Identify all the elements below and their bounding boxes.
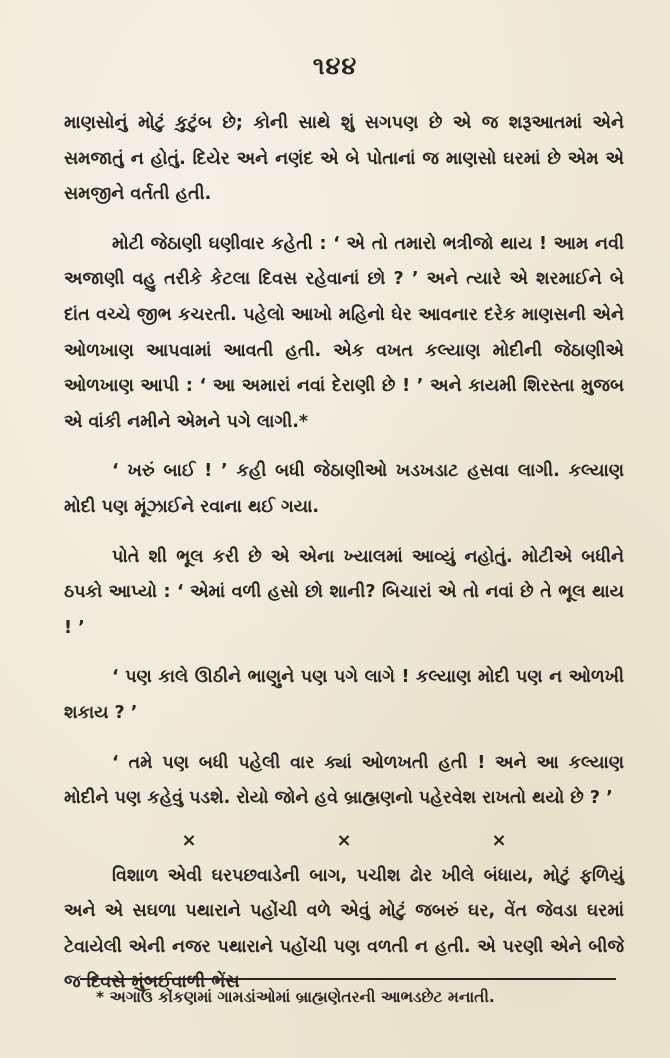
paragraph-7: વિશાળ એવી ઘરપછવાડેની બાગ, પચીશ ઢોર ખીલે બંધાય, મોટું ફળિયું અને એ સઘળા પથારાને પહોંચી વળે એવું મોટું જબરું ઘર, વેંત જેવડા ઘરમાં ટેવાયેલી એની નજર પથારાને પહોંચી પણ વળતી ન હતી. એ પરણી એને બીજે જ દિવસે મુંબઈવાળી ભેંસ [64,865,624,993]
paragraph-5: ‘ પણ કાલે ઊઠીને ભાણુને પણ પગે લાગે ! કલ્યાણ મોદી પણ ન ઓળખી શકાય ? ’ [64,667,624,723]
section-separator [179,829,509,853]
separator-mark: × [336,829,352,851]
separator-mark: × [181,829,197,851]
page-number: ૧૪૪ [312,52,358,80]
paragraph-3: ‘ ખરું બાઈ ! ’ કહી બધી જેઠાણીઓ ખડખડાટ હસવા લાગી. કલ્યાણ મોદી પણ મૂંઝાઈને રવાના થઈ ગયા. [64,461,624,517]
body-text [64,106,624,1001]
paragraph-1: માણસોનું મોટું કુટુંબ છે; કોની સાથે શું સગપણ છે એ જ શરૂઆતમાં એને સમજાતું ન હોતું. દિયેર અને નણંદ એ બે પોતાનાં જ માણસો ઘરમાં છે એમ એ સમજીને વર્તતી હતી. [64,113,624,205]
footnote: * અગાઉ કોંકણમાં ગામડાંઓમાં બ્રાહ્મણેતરની આભડછેટ મનાતી. [96,988,495,1006]
paragraph-2: મોટી જેઠાણી ઘણીવાર કહેતી : ‘ એ તો તમારો ભત્રીજો થાય ! આમ નવી અજાણી વહુ તરીકે કેટલા દિવસ રહેવાનાં છો ? ’ અને ત્યારે એ શરમાઈને બે દાંત વચ્ચે જીભ કચરતી. પહેલો આખો મહિનો ઘેર આવનાર દરેક માણસની એને ઓળખાણ આપવામાં આવતી હતી. એક વખત કલ્યાણ મોદીની જેઠાણીએ ઓળખાણ આપી : ‘ આ અમારાં નવાં દેરાણી છે ! ’ અને કાયમી શિરસ્તા મુજબ એ વાંકી નમીને એમને પગે લાગી.* [64,233,624,432]
separator-mark: × [491,829,507,851]
paragraph-4: પોતે શી ભૂલ કરી છે એ એના ખ્યાલમાં આવ્યું નહોતું. મોટીએ બધીને ઠપકો આપ્યો : ‘ એમાં વળી હસો છો શાની? બિચારાં એ તો નવાં છે તે ભૂલ થાય ! ’ [64,546,624,638]
paragraph-6: ‘ તમે પણ બધી પહેલી વાર ક્યાં ઓળખતી હતી ! અને આ કલ્યાણ મોદીને પણ કહેવું પડશે. રોયો જોને હવે બ્રાહ્મણનો પહેરવેશ રાખતો થયો છે ? ’ [64,752,624,809]
footnote-divider [80,978,616,980]
